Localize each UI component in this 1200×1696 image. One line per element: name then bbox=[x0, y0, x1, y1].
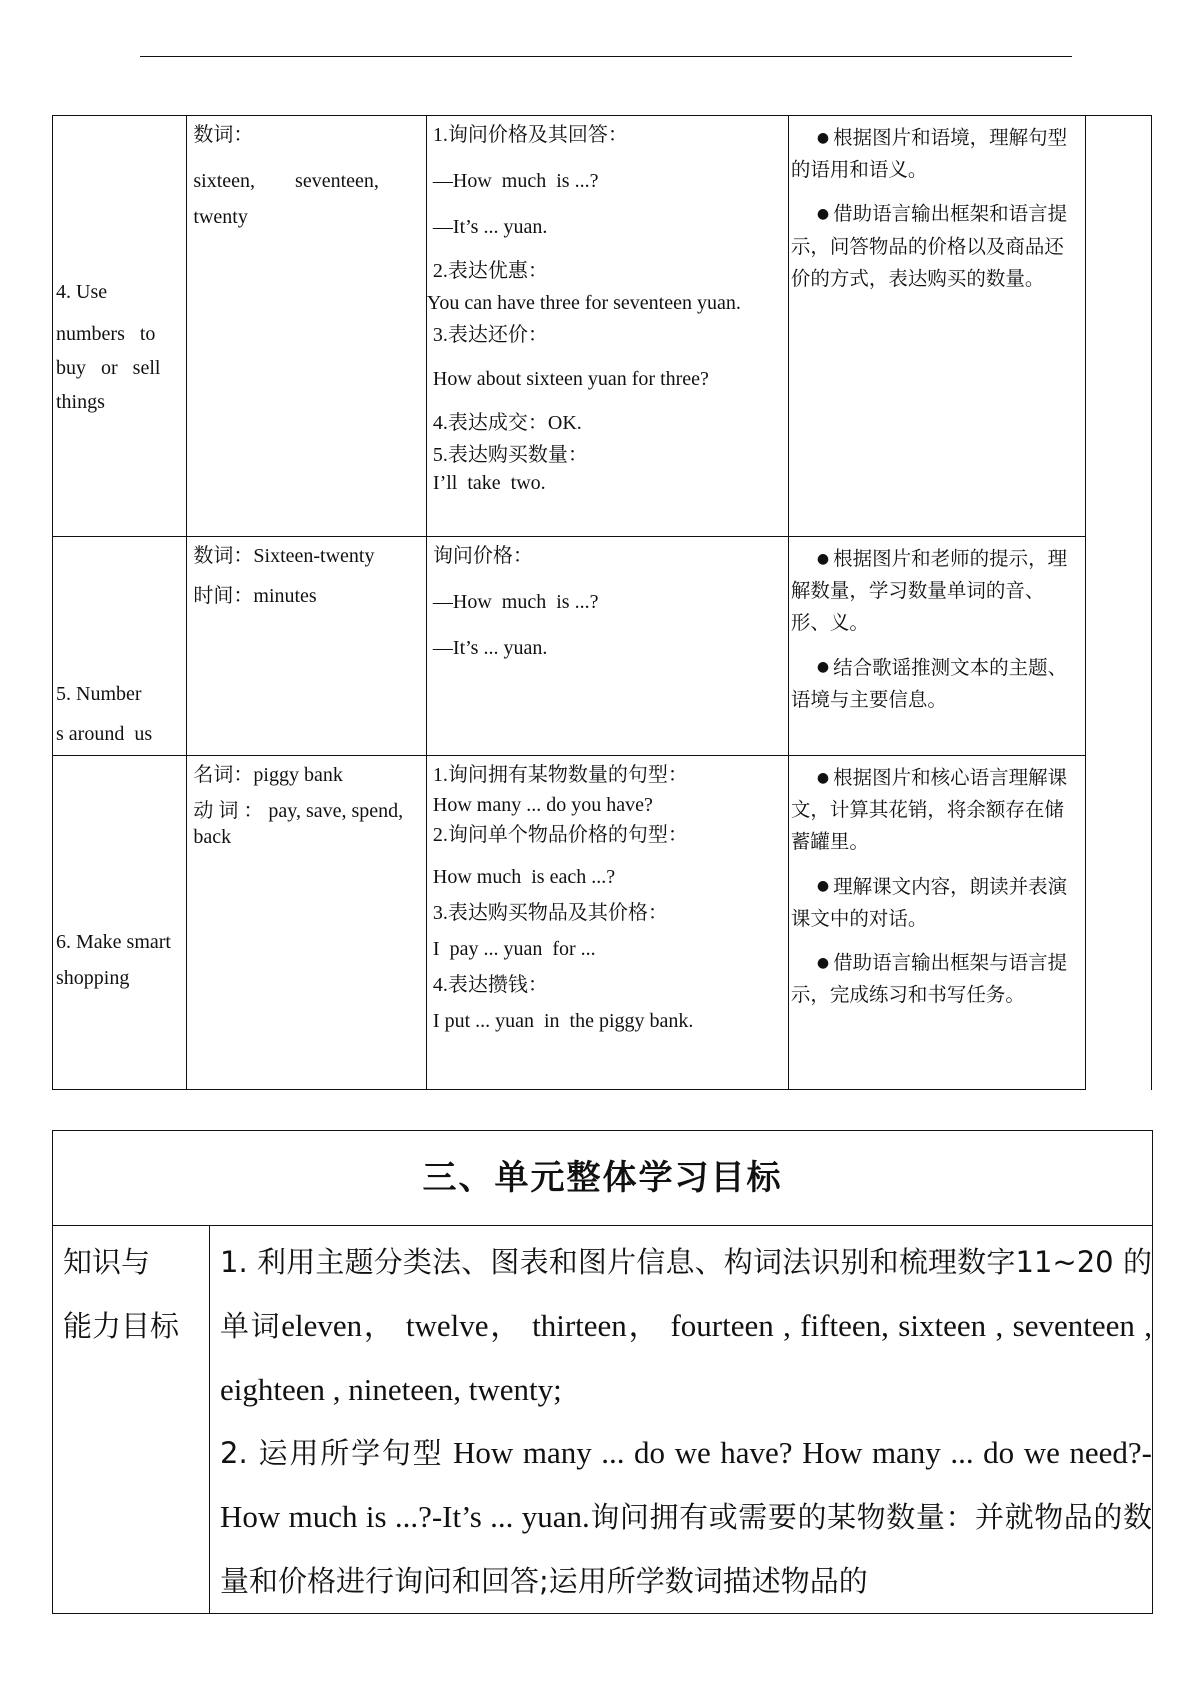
language-line: —It’s ... yuan. bbox=[432, 637, 548, 659]
language-line: I put ... yuan in the piggy bank. bbox=[432, 1010, 694, 1032]
vocab-line: 时间：minutes bbox=[193, 585, 317, 607]
bullet-icon: ● bbox=[816, 129, 830, 146]
language-line: 4.表达成交：OK. bbox=[432, 412, 582, 434]
language-cell bbox=[426, 756, 788, 1090]
goal-text: 根据图片和老师的提示，理解数量，学习数量单词的音、形、义。 bbox=[790, 547, 1068, 635]
topic-line: 6. Make smart bbox=[56, 931, 171, 953]
table-row bbox=[53, 537, 1152, 756]
goal-item bbox=[791, 543, 1081, 640]
topic-line: numbers to bbox=[56, 323, 156, 345]
vocab-line: 名词：piggy bank bbox=[193, 764, 343, 786]
label-line: 能力目标 bbox=[63, 1309, 180, 1343]
vocab-line: sixteen, seventeen, bbox=[193, 170, 379, 192]
objective-label bbox=[53, 1226, 210, 1614]
topic-line: 4. Use bbox=[56, 281, 108, 303]
language-line: 4.表达攒钱： bbox=[432, 974, 548, 996]
vocab-line: 数词： bbox=[193, 124, 254, 146]
bullet-icon: ● bbox=[816, 954, 830, 971]
language-line: —It’s ... yuan. bbox=[432, 216, 548, 238]
topic-line: s around us bbox=[56, 723, 153, 745]
goal-text: 借助语言输出框架和语言提示，问答物品的价格以及商品还价的方式，表达购买的数量。 bbox=[790, 202, 1068, 290]
topic-line: things bbox=[56, 391, 105, 413]
vocab-cell bbox=[187, 756, 427, 1090]
bullet-icon: ● bbox=[816, 769, 830, 786]
language-line: 2.表达优惠： bbox=[432, 260, 548, 282]
bullet-icon: ● bbox=[816, 659, 830, 676]
paragraph-text: 询问拥有或需要的某物数量：并就物品的数量和价格进行询问和回答;运用所学数词描述物品的 bbox=[220, 1500, 1152, 1598]
goal-text: 理解课文内容，朗读并表演课文中的对话。 bbox=[790, 874, 1068, 930]
topic-cell bbox=[53, 537, 187, 756]
header-rule bbox=[140, 56, 1072, 57]
bullet-icon: ● bbox=[816, 550, 830, 567]
sentence-patterns: How many ... do we have? How many ... do we need?-How much is ...?-It’s ... yuan. bbox=[220, 1435, 1152, 1534]
language-line: 3.表达还价： bbox=[432, 324, 548, 346]
label-line: 知识与 bbox=[63, 1245, 151, 1279]
language-line: 询问价格： bbox=[432, 545, 533, 567]
goal-item bbox=[791, 122, 1081, 186]
language-cell bbox=[426, 116, 788, 537]
language-line: How much is each ...? bbox=[432, 866, 616, 888]
number-words: eleven， twelve， thirteen， fourteen , fifteen, sixteen , seventeen , eighteen , nineteen, twenty; bbox=[220, 1308, 1152, 1407]
language-line: How about sixteen yuan for three? bbox=[432, 368, 709, 390]
goal-text: 结合歌谣推测文本的主题、语境与主要信息。 bbox=[790, 655, 1068, 711]
topic-cell bbox=[53, 116, 187, 537]
language-line: 5.表达购买数量： bbox=[432, 444, 588, 466]
language-line: 1.询问价格及其回答： bbox=[432, 124, 628, 146]
goal-cell bbox=[788, 537, 1085, 756]
objective-body bbox=[210, 1226, 1153, 1614]
paragraph-text: 2. 运用所学句型 bbox=[220, 1436, 444, 1470]
topic-line: buy or sell bbox=[56, 357, 161, 379]
vocab-line: 动 词 ： pay, save, spend, bbox=[193, 800, 404, 822]
objective-paragraph bbox=[220, 1230, 1152, 1421]
section-title: 三、单元整体学习目标 bbox=[53, 1131, 1153, 1226]
topic-table bbox=[52, 115, 1152, 1090]
vocab-line: 数词：Sixteen-twenty bbox=[193, 545, 375, 567]
goal-cell bbox=[788, 116, 1085, 537]
language-line: 1.询问拥有某物数量的句型： bbox=[432, 764, 688, 786]
language-line: I’ll take two. bbox=[432, 472, 546, 494]
goal-text: 根据图片和语境，理解句型的语用和语义。 bbox=[790, 126, 1068, 182]
language-line: —How much is ...? bbox=[432, 591, 599, 613]
language-line: —How much is ...? bbox=[432, 170, 599, 192]
objective-paragraph bbox=[220, 1421, 1152, 1613]
objectives-table bbox=[52, 1130, 1153, 1614]
paragraph-text: 1. 利用主题分类法、图表和图片信息、构词法识别和梳理数字11~20 的单词 bbox=[220, 1245, 1152, 1343]
goal-cell bbox=[788, 756, 1085, 1090]
goal-item bbox=[791, 652, 1081, 716]
topic-line: shopping bbox=[56, 967, 130, 989]
language-line: How many ... do you have? bbox=[432, 794, 653, 816]
topic-cell bbox=[53, 756, 187, 1090]
vocab-cell bbox=[187, 537, 427, 756]
goal-item bbox=[791, 871, 1081, 935]
margin-column bbox=[1085, 116, 1151, 1090]
language-line: You can have three for seventeen yuan. bbox=[426, 292, 741, 314]
vocab-cell bbox=[187, 116, 427, 537]
language-line: 2.询问单个物品价格的句型： bbox=[432, 824, 688, 846]
topic-line: 5. Number bbox=[56, 683, 142, 705]
bullet-icon: ● bbox=[816, 878, 830, 895]
language-line: I pay ... yuan for ... bbox=[432, 938, 596, 960]
vocab-line: back bbox=[193, 826, 232, 848]
goal-item bbox=[791, 762, 1081, 859]
bullet-icon: ● bbox=[816, 206, 830, 223]
table-row bbox=[53, 756, 1152, 1090]
goal-text: 根据图片和核心语言理解课文，计算其花销，将余额存在储蓄罐里。 bbox=[790, 766, 1068, 854]
goal-item bbox=[791, 198, 1081, 295]
goal-text: 借助语言输出框架与语言提示，完成练习和书写任务。 bbox=[790, 950, 1068, 1007]
vocab-line: twenty bbox=[193, 206, 248, 228]
language-cell bbox=[426, 537, 788, 756]
table-row bbox=[53, 116, 1152, 537]
goal-item bbox=[791, 947, 1081, 1011]
language-line: 3.表达购买物品及其价格： bbox=[432, 902, 668, 924]
